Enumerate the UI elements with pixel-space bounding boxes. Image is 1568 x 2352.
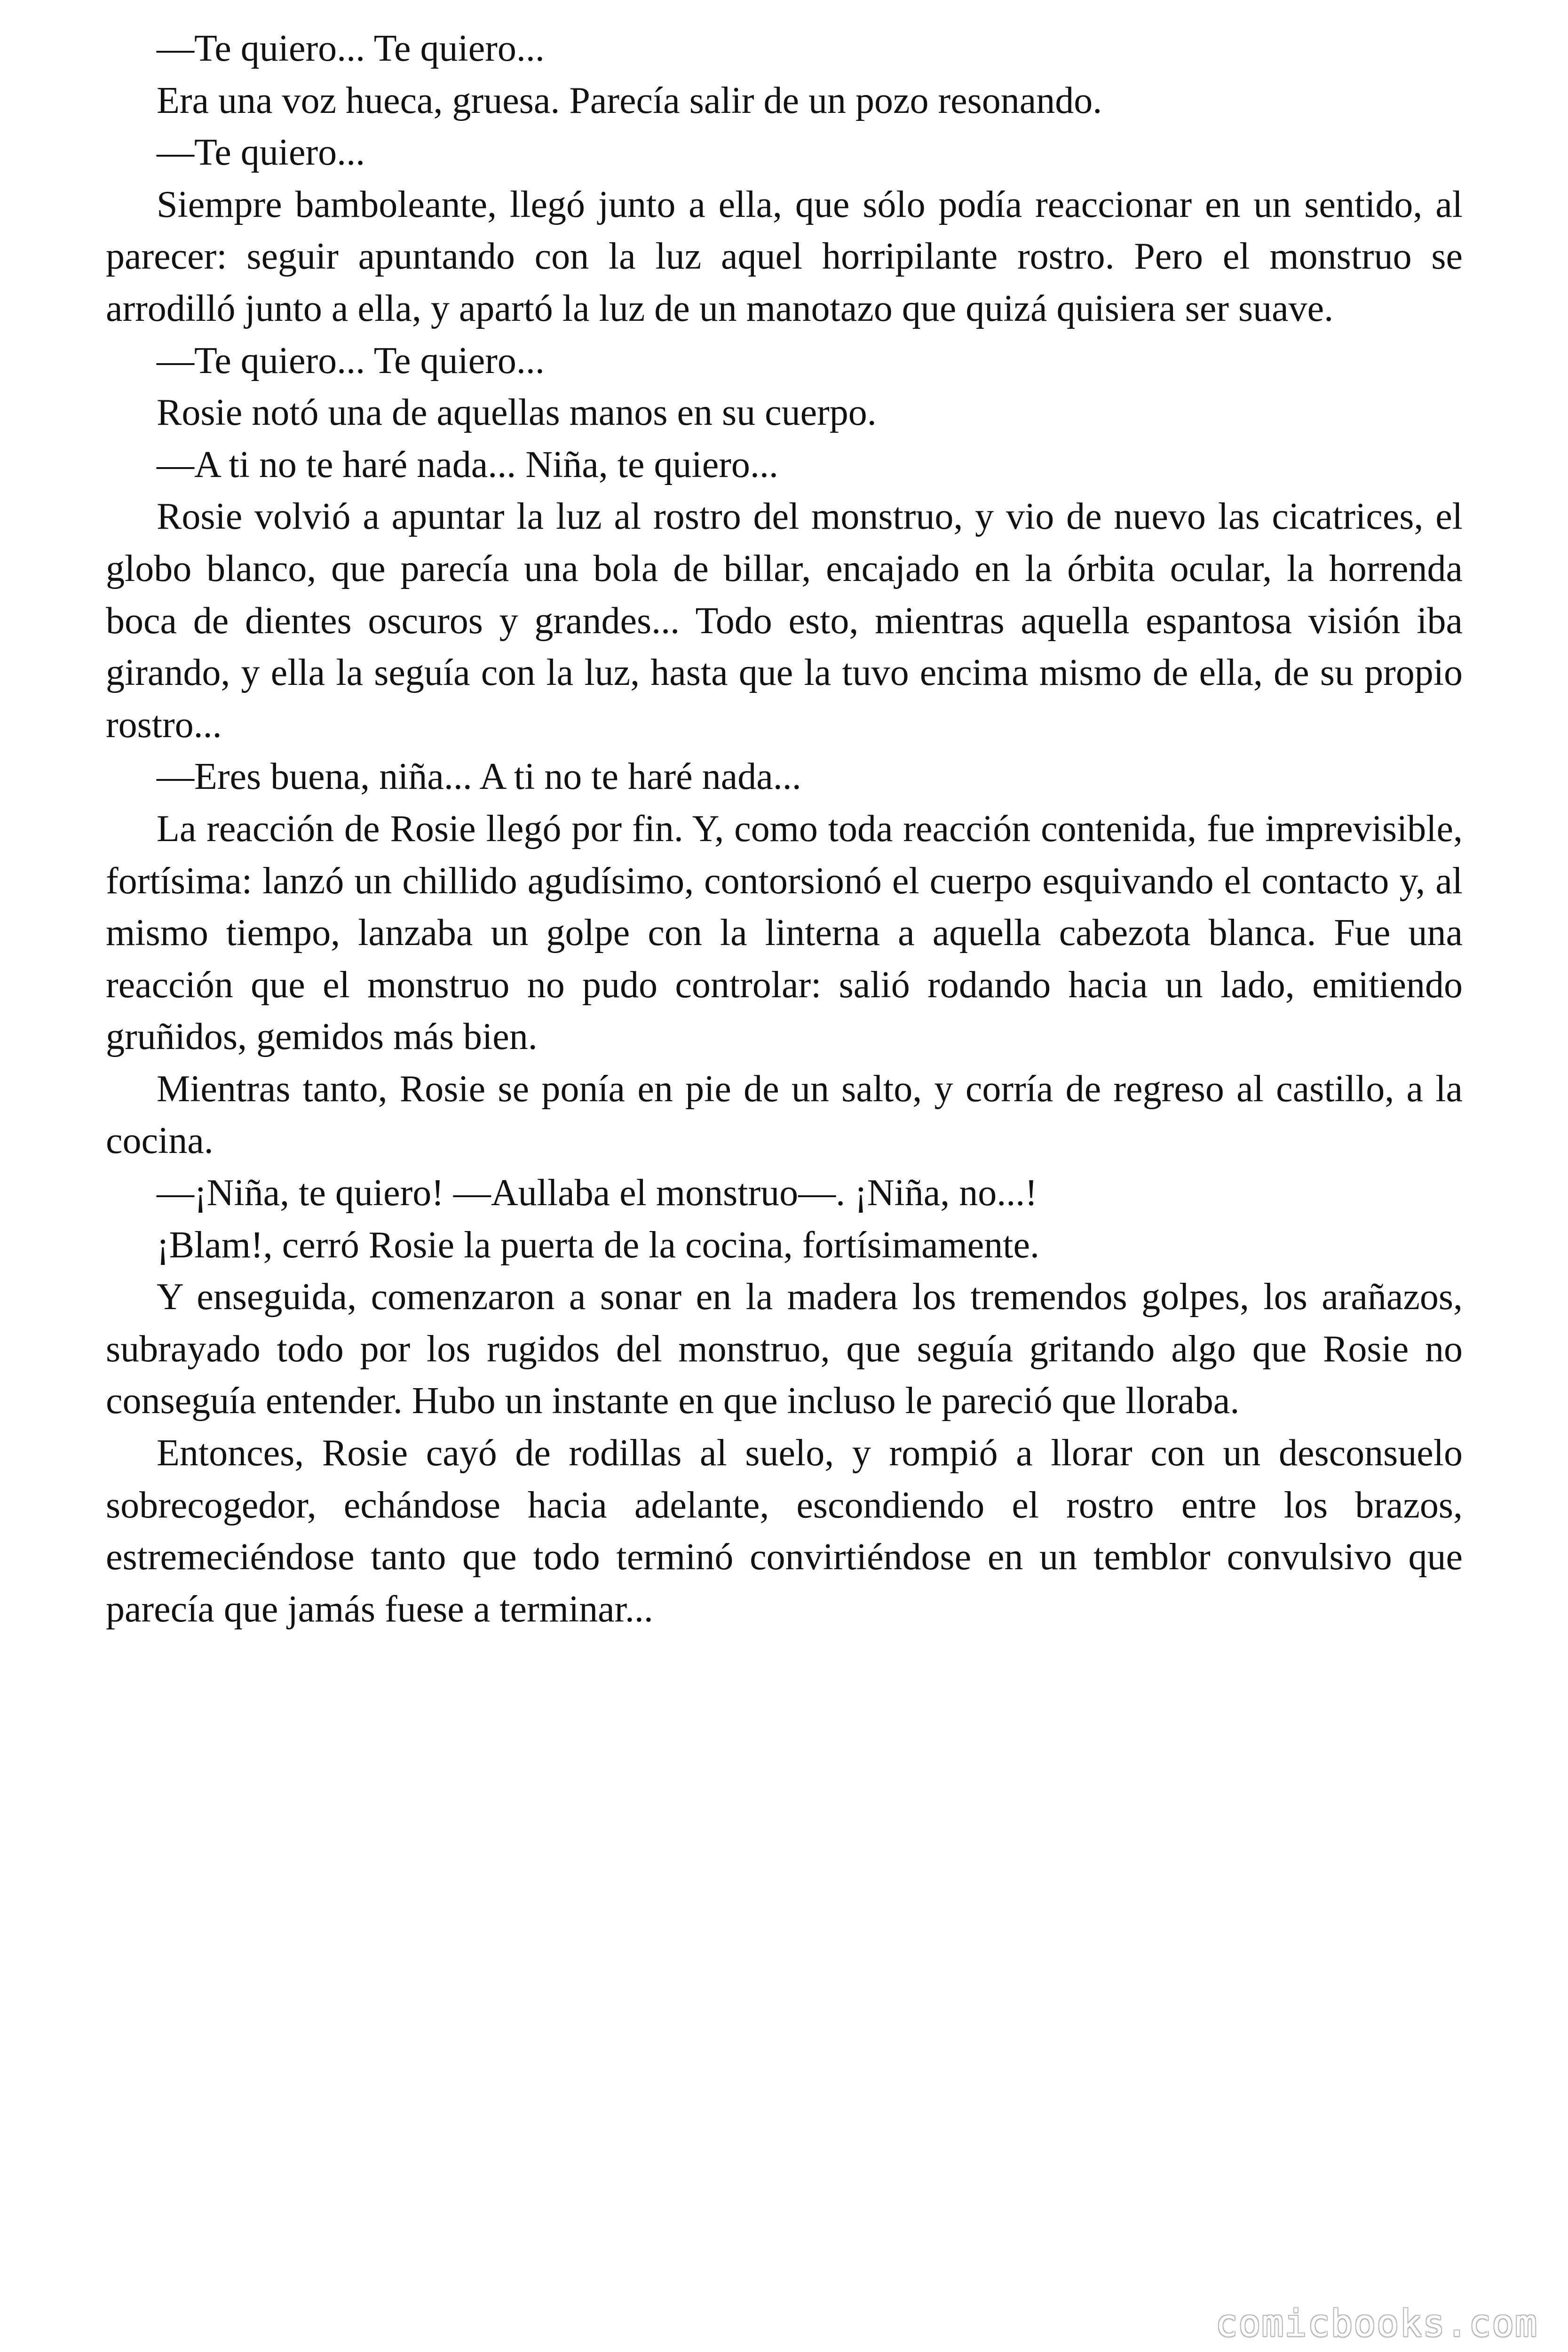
paragraph: —Te quiero... Te quiero... xyxy=(157,340,545,381)
paragraph: Siempre bamboleante, llegó junto a ella, que sólo podía reaccionar en un sentido, al parecer: seguir apuntando con la luz aquel horripilante rostro. Pero el monstruo se arrodilló junto a ella, y apartó la luz de un manotazo que quizá quisiera ser suave. xyxy=(106,183,1463,329)
body-text xyxy=(106,23,1463,1635)
paragraph: Mientras tanto, Rosie se ponía en pie de un salto, y corría de regreso al castillo, a la cocina. xyxy=(106,1068,1463,1162)
watermark-logo: comicbooks.com xyxy=(1215,2303,1538,2345)
paragraph: —Te quiero... xyxy=(157,132,365,174)
paragraph: ¡Blam!, cerró Rosie la puerta de la cocina, fortísimamente. xyxy=(157,1224,1040,1266)
paragraph: Rosie volvió a apuntar la luz al rostro del monstruo, y vio de nuevo las cicatrices, el globo blanco, que parecía una bola de billar, encajado en la órbita ocular, la horrenda boca de dientes oscuros y grandes... Todo esto, mientras aquella espantosa visión iba girando, y ella la seguía con la luz, hasta que la tuvo encima mismo de ella, de su propio rostro... xyxy=(106,496,1463,746)
paragraph: —A ti no te haré nada... Niña, te quiero... xyxy=(157,444,778,485)
paragraph: —Eres buena, niña... A ti no te haré nada... xyxy=(157,756,801,798)
paragraph: —Te quiero... Te quiero... xyxy=(157,28,545,69)
paragraph: Y enseguida, comenzaron a sonar en la madera los tremendos golpes, los arañazos, subrayado todo por los rugidos del monstruo, que seguía gritando algo que Rosie no conseguía entender. Hubo un instante en que incluso le pareció que lloraba. xyxy=(106,1276,1463,1422)
paragraph: Era una voz hueca, gruesa. Parecía salir de un pozo resonando. xyxy=(157,79,1102,121)
paragraph: La reacción de Rosie llegó por fin. Y, como toda reacción contenida, fue imprevisible, fortísima: lanzó un chillido agudísimo, contorsionó el cuerpo esquivando el contacto y, al mismo tiempo, lanzaba un golpe con la linterna a aquella cabezota blanca. Fue una reacción que el monstruo no pudo controlar: salió rodando hacia un lado, emitiendo gruñidos, gemidos más bien. xyxy=(106,808,1463,1058)
paragraph: Entonces, Rosie cayó de rodillas al suelo, y rompió a llorar con un desconsuelo sobrecogedor, echándose hacia adelante, escondiendo el rostro entre los brazos, estremeciéndose tanto que todo terminó convirtiéndose en un temblor convulsivo que parecía que jamás fuese a terminar... xyxy=(106,1432,1463,1630)
paragraph: Rosie notó una de aquellas manos en su cuerpo. xyxy=(157,392,877,434)
paragraph: —¡Niña, te quiero! —Aullaba el monstruo—. ¡Niña, no...! xyxy=(157,1172,1037,1214)
